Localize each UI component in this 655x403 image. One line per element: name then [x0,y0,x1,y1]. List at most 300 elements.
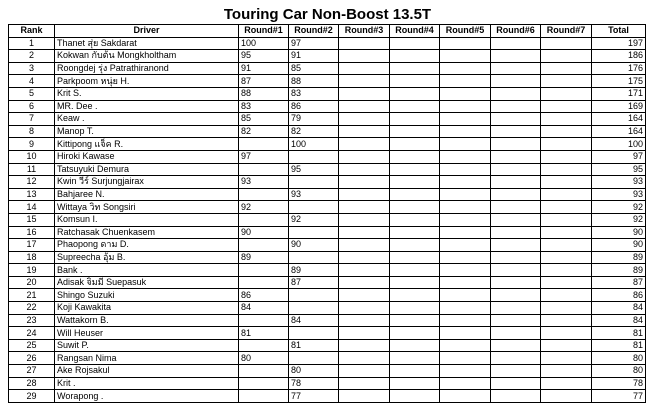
round-7-cell [541,138,592,151]
round-1-cell [239,264,289,277]
round-1-cell [239,377,289,390]
table-row [9,100,646,113]
round-6-cell [491,75,541,88]
round-5-cell [440,339,491,352]
round-3-cell [339,226,390,239]
round-7-cell [541,176,592,189]
driver-cell: Will Heuser [55,327,239,340]
driver-cell: Krit . [55,377,239,390]
round-2-cell: 86 [289,100,339,113]
round-2-cell: 85 [289,62,339,75]
total-cell: 169 [592,100,646,113]
driver-cell: Keaw . [55,113,239,126]
round-3-cell [339,390,390,403]
round-1-cell: 81 [239,327,289,340]
round-7-cell [541,113,592,126]
round-1-cell: 92 [239,201,289,214]
rank-cell: 10 [9,150,55,163]
table-row [9,87,646,100]
rank-cell: 25 [9,339,55,352]
round-7-cell [541,314,592,327]
round-6-cell [491,100,541,113]
rank-cell: 4 [9,75,55,88]
round-4-cell [390,150,440,163]
driver-cell: Supreecha อุ้ม B. [55,251,239,264]
round-5-cell [440,365,491,378]
table-row [9,264,646,277]
round-3-cell [339,352,390,365]
driver-cell: Thanet สุ่ย Sakdarat [55,37,239,50]
round-6-cell [491,314,541,327]
driver-cell: Koji Kawakita [55,302,239,315]
rank-cell: 23 [9,314,55,327]
results-body [9,37,646,402]
round-3-cell [339,339,390,352]
round-5-cell [440,188,491,201]
table-row [9,352,646,365]
round-6-cell [491,339,541,352]
round-3-cell [339,188,390,201]
driver-cell: Bahjaree N. [55,188,239,201]
round-3-cell [339,213,390,226]
round-1-cell [239,138,289,151]
round-7-cell [541,75,592,88]
round-2-cell [289,201,339,214]
round-3-cell [339,176,390,189]
rank-cell: 9 [9,138,55,151]
round-2-cell: 77 [289,390,339,403]
round-6-cell [491,176,541,189]
round-4-cell [390,302,440,315]
round-2-cell: 84 [289,314,339,327]
total-cell: 186 [592,50,646,63]
round-3-cell [339,314,390,327]
rank-cell: 1 [9,37,55,50]
round-2-cell [289,352,339,365]
round-1-cell: 85 [239,113,289,126]
page-title: Touring Car Non-Boost 13.5T [223,6,432,23]
round-4-cell [390,50,440,63]
round-5-cell [440,50,491,63]
round-5-cell [440,125,491,138]
round-5-cell [440,314,491,327]
round-6-cell [491,125,541,138]
round-3-cell [339,239,390,252]
total-cell: 89 [592,264,646,277]
table-row [9,377,646,390]
round-6-cell [491,138,541,151]
round-4-cell [390,327,440,340]
total-cell: 90 [592,226,646,239]
round-5-cell [440,163,491,176]
table-row [9,314,646,327]
round-5-cell [440,289,491,302]
round-7-cell [541,302,592,315]
round-4-cell [390,201,440,214]
round-1-cell: 84 [239,302,289,315]
round-3-cell [339,87,390,100]
round-2-cell: 87 [289,276,339,289]
total-cell: 81 [592,327,646,340]
total-cell: 197 [592,37,646,50]
driver-cell: Kokwan กับต้น Mongkholtham [55,50,239,63]
round-4-cell [390,251,440,264]
round-3-cell [339,150,390,163]
table-row [9,213,646,226]
total-cell: 77 [592,390,646,403]
round-4-cell [390,213,440,226]
round-1-cell [239,276,289,289]
round-2-cell: 90 [289,239,339,252]
round-6-cell [491,113,541,126]
total-cell: 80 [592,352,646,365]
round-1-cell: 88 [239,87,289,100]
driver-cell: Ake Rojsakul [55,365,239,378]
round-5-cell [440,138,491,151]
table-row [9,50,646,63]
round-7-cell [541,352,592,365]
round-6-cell [491,352,541,365]
round-5-cell [440,62,491,75]
rank-cell: 14 [9,201,55,214]
table-row [9,226,646,239]
round-6-cell [491,276,541,289]
total-cell: 92 [592,213,646,226]
round-5-cell [440,327,491,340]
round-3-cell [339,289,390,302]
table-row [9,37,646,50]
round-1-cell: 91 [239,62,289,75]
rank-cell: 5 [9,87,55,100]
header-round-5: Round#5 [440,25,491,38]
round-7-cell [541,365,592,378]
rank-cell: 24 [9,327,55,340]
round-4-cell [390,390,440,403]
round-3-cell [339,62,390,75]
header-round-1: Round#1 [239,25,289,38]
round-2-cell [289,226,339,239]
round-4-cell [390,87,440,100]
round-7-cell [541,327,592,340]
round-4-cell [390,365,440,378]
rank-cell: 18 [9,251,55,264]
round-5-cell [440,87,491,100]
round-4-cell [390,226,440,239]
total-cell: 100 [592,138,646,151]
round-5-cell [440,251,491,264]
driver-cell: Hiroki Kawase [55,150,239,163]
rank-cell: 7 [9,113,55,126]
round-5-cell [440,377,491,390]
driver-cell: Wattakorn B. [55,314,239,327]
round-1-cell: 86 [239,289,289,302]
round-5-cell [440,390,491,403]
round-7-cell [541,390,592,403]
round-6-cell [491,239,541,252]
round-1-cell: 95 [239,50,289,63]
driver-cell: Bank . [55,264,239,277]
round-1-cell [239,163,289,176]
table-row [9,163,646,176]
round-2-cell [289,302,339,315]
rank-cell: 12 [9,176,55,189]
round-7-cell [541,251,592,264]
results-table [8,24,646,403]
round-2-cell: 80 [289,365,339,378]
round-2-cell: 78 [289,377,339,390]
round-2-cell: 89 [289,264,339,277]
round-4-cell [390,62,440,75]
round-2-cell: 95 [289,163,339,176]
rank-cell: 17 [9,239,55,252]
round-3-cell [339,201,390,214]
total-cell: 90 [592,239,646,252]
round-2-cell [289,289,339,302]
round-6-cell [491,377,541,390]
round-5-cell [440,264,491,277]
driver-cell: Manop T. [55,125,239,138]
driver-cell: Wittaya วิท Songsiri [55,201,239,214]
total-cell: 164 [592,125,646,138]
rank-cell: 2 [9,50,55,63]
table-row [9,125,646,138]
round-6-cell [491,188,541,201]
round-7-cell [541,100,592,113]
round-1-cell: 80 [239,352,289,365]
round-2-cell: 88 [289,75,339,88]
round-1-cell: 97 [239,150,289,163]
rank-cell: 8 [9,125,55,138]
total-cell: 175 [592,75,646,88]
round-4-cell [390,188,440,201]
table-row [9,201,646,214]
round-3-cell [339,37,390,50]
round-6-cell [491,163,541,176]
header-round-3: Round#3 [339,25,390,38]
round-2-cell [289,150,339,163]
round-5-cell [440,75,491,88]
driver-cell: Komsun I. [55,213,239,226]
round-6-cell [491,302,541,315]
driver-cell: Kittipong แจ็ค R. [55,138,239,151]
round-1-cell [239,188,289,201]
rank-cell: 15 [9,213,55,226]
round-2-cell: 100 [289,138,339,151]
driver-cell: Adisak จิมมี่ Suepasuk [55,276,239,289]
round-6-cell [491,226,541,239]
header-round-4: Round#4 [390,25,440,38]
round-3-cell [339,100,390,113]
round-3-cell [339,327,390,340]
header-round-6: Round#6 [491,25,541,38]
round-7-cell [541,213,592,226]
table-row [9,327,646,340]
round-3-cell [339,75,390,88]
driver-cell: Suwit P. [55,339,239,352]
round-4-cell [390,314,440,327]
round-4-cell [390,176,440,189]
round-2-cell: 97 [289,37,339,50]
round-1-cell [239,314,289,327]
round-1-cell: 90 [239,226,289,239]
total-cell: 95 [592,163,646,176]
round-4-cell [390,352,440,365]
round-5-cell [440,226,491,239]
round-3-cell [339,264,390,277]
round-7-cell [541,150,592,163]
round-4-cell [390,339,440,352]
round-4-cell [390,75,440,88]
round-5-cell [440,213,491,226]
round-4-cell [390,276,440,289]
total-cell: 97 [592,150,646,163]
round-7-cell [541,276,592,289]
total-cell: 87 [592,276,646,289]
round-4-cell [390,37,440,50]
round-4-cell [390,138,440,151]
round-7-cell [541,62,592,75]
round-7-cell [541,289,592,302]
total-cell: 171 [592,87,646,100]
round-6-cell [491,213,541,226]
round-3-cell [339,125,390,138]
round-1-cell: 83 [239,100,289,113]
round-5-cell [440,276,491,289]
round-6-cell [491,289,541,302]
driver-cell: MR. Dee . [55,100,239,113]
driver-cell: Kwin วีร์ Surjungjairax [55,176,239,189]
total-cell: 84 [592,314,646,327]
rank-cell: 27 [9,365,55,378]
round-3-cell [339,365,390,378]
round-5-cell [440,37,491,50]
round-1-cell [239,365,289,378]
total-cell: 93 [592,176,646,189]
round-1-cell: 89 [239,251,289,264]
table-row [9,339,646,352]
round-5-cell [440,239,491,252]
round-5-cell [440,100,491,113]
table-row [9,276,646,289]
total-cell: 89 [592,251,646,264]
driver-cell: Ratchasak Chuenkasem [55,226,239,239]
round-6-cell [491,87,541,100]
table-row [9,176,646,189]
round-1-cell [239,239,289,252]
header-round-2: Round#2 [289,25,339,38]
total-cell: 92 [592,201,646,214]
round-3-cell [339,50,390,63]
round-5-cell [440,201,491,214]
round-6-cell [491,264,541,277]
driver-cell: Rangsan Nima [55,352,239,365]
rank-cell: 26 [9,352,55,365]
round-2-cell [289,176,339,189]
round-6-cell [491,150,541,163]
driver-cell: Shingo Suzuki [55,289,239,302]
round-4-cell [390,163,440,176]
round-5-cell [440,302,491,315]
round-2-cell: 92 [289,213,339,226]
driver-cell: Parkpoom หนุ่ย H. [55,75,239,88]
round-4-cell [390,289,440,302]
round-2-cell: 83 [289,87,339,100]
rank-cell: 21 [9,289,55,302]
round-3-cell [339,113,390,126]
round-1-cell: 87 [239,75,289,88]
table-row [9,62,646,75]
rank-cell: 20 [9,276,55,289]
driver-cell: Tatsuyuki Demura [55,163,239,176]
total-cell: 78 [592,377,646,390]
round-2-cell [289,251,339,264]
round-3-cell [339,276,390,289]
round-6-cell [491,50,541,63]
round-5-cell [440,176,491,189]
round-5-cell [440,150,491,163]
round-4-cell [390,377,440,390]
round-7-cell [541,239,592,252]
table-row [9,113,646,126]
round-4-cell [390,113,440,126]
round-6-cell [491,201,541,214]
round-7-cell [541,87,592,100]
rank-cell: 3 [9,62,55,75]
round-7-cell [541,264,592,277]
table-row [9,239,646,252]
round-1-cell: 82 [239,125,289,138]
round-1-cell [239,339,289,352]
round-2-cell: 79 [289,113,339,126]
round-7-cell [541,125,592,138]
total-cell: 81 [592,339,646,352]
round-6-cell [491,251,541,264]
driver-cell: Krit S. [55,87,239,100]
round-1-cell [239,213,289,226]
rank-cell: 29 [9,390,55,403]
round-6-cell [491,365,541,378]
driver-cell: Worapong . [55,390,239,403]
round-6-cell [491,62,541,75]
round-1-cell: 100 [239,37,289,50]
total-cell: 93 [592,188,646,201]
driver-cell: Roongdej รุ่ง Patrathiranond [55,62,239,75]
round-4-cell [390,239,440,252]
table-row [9,365,646,378]
round-7-cell [541,339,592,352]
driver-cell: Phaopong ดาม D. [55,239,239,252]
rank-cell: 22 [9,302,55,315]
round-7-cell [541,50,592,63]
table-row [9,75,646,88]
round-3-cell [339,163,390,176]
rank-cell: 28 [9,377,55,390]
round-2-cell: 82 [289,125,339,138]
rank-cell: 11 [9,163,55,176]
table-row [9,138,646,151]
round-2-cell [289,327,339,340]
total-cell: 86 [592,289,646,302]
round-6-cell [491,390,541,403]
header-row [9,25,646,38]
round-3-cell [339,302,390,315]
table-row [9,289,646,302]
round-1-cell: 93 [239,176,289,189]
header-total: Total [592,25,646,38]
round-7-cell [541,163,592,176]
round-3-cell [339,138,390,151]
table-row [9,188,646,201]
